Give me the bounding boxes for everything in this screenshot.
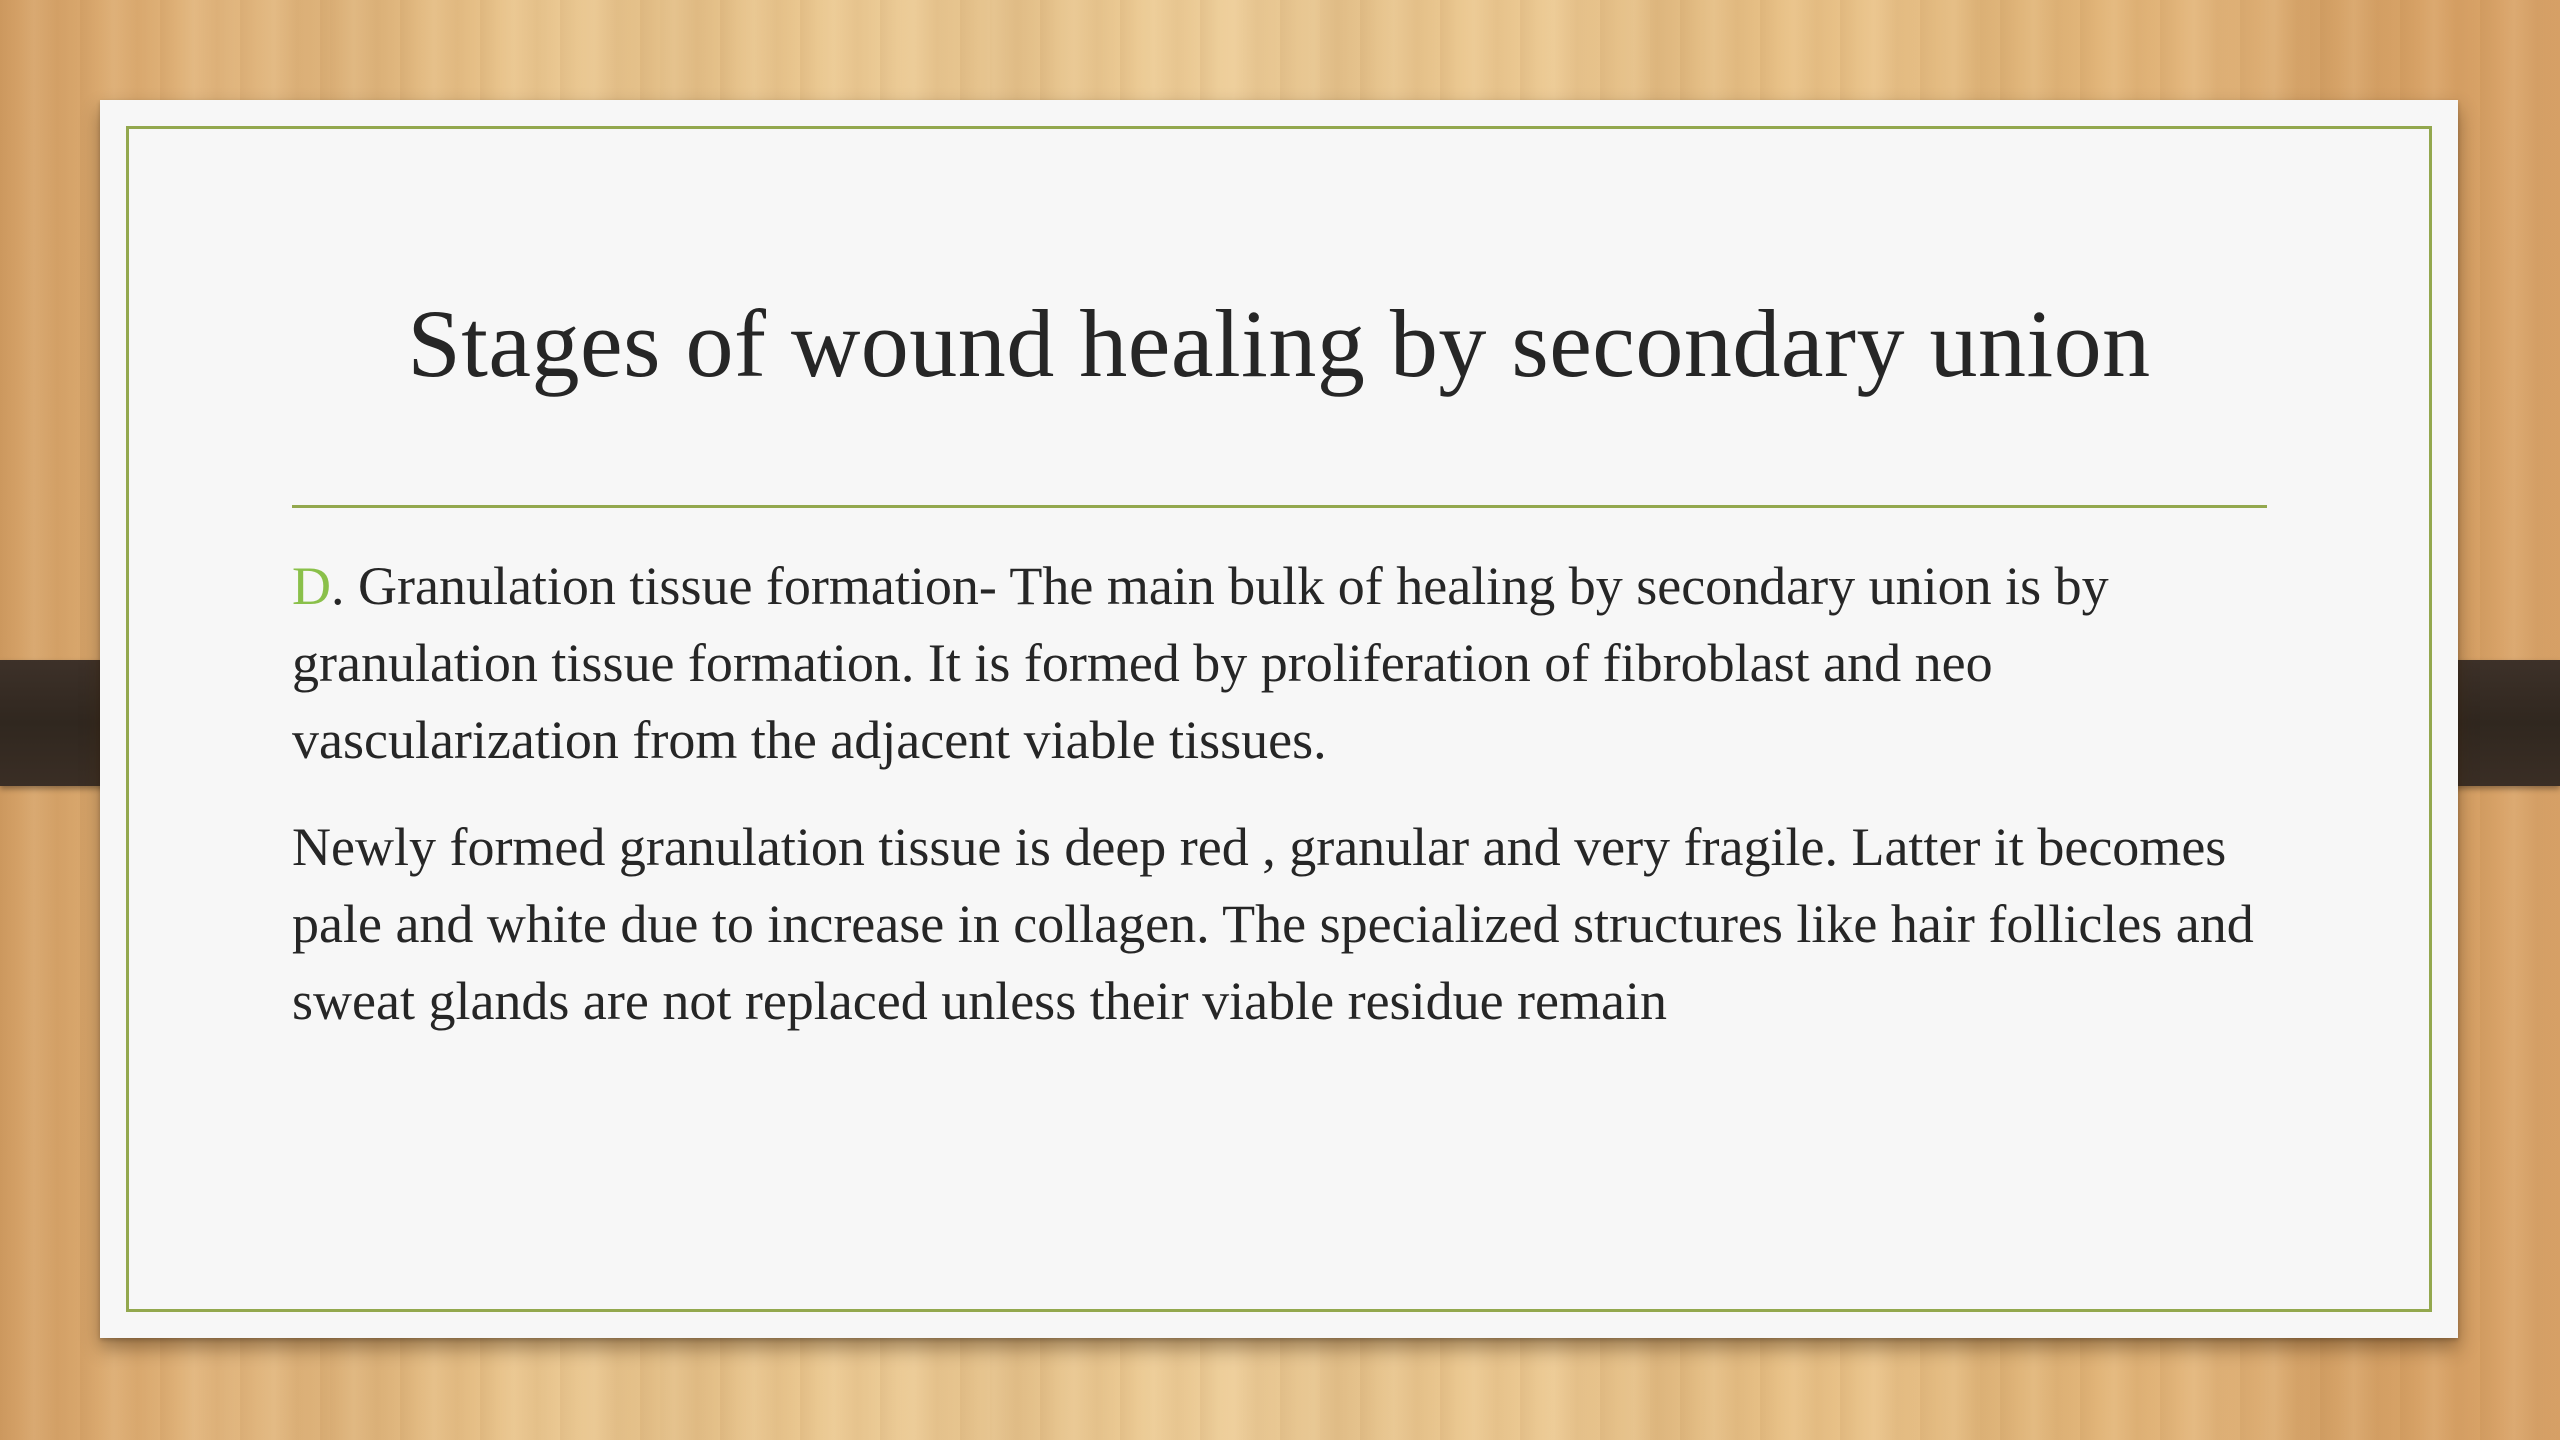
paragraph-text: Newly formed granulation tissue is deep red , granular and very fragile. Latter it becomes pale and white due to increase in collagen. The specialized structures like hair follicles and sweat glands are not replaced unless their viable residue remain [292, 817, 2254, 1031]
slide-body [292, 548, 2282, 1070]
paragraph-granulation [292, 548, 2282, 779]
slide-paper [100, 100, 2458, 1338]
slide-title: Stages of wound healing by secondary union [407, 290, 2151, 397]
title-divider [292, 505, 2267, 508]
paragraph-text: . Granulation tissue formation- The main bulk of healing by secondary union is by granulation tissue formation. It is formed by proliferation of fibroblast and neo vascularization from the adjacent viable tissues. [292, 556, 2109, 770]
paragraph-newly-formed [292, 809, 2282, 1040]
bullet-letter: D [292, 556, 331, 616]
